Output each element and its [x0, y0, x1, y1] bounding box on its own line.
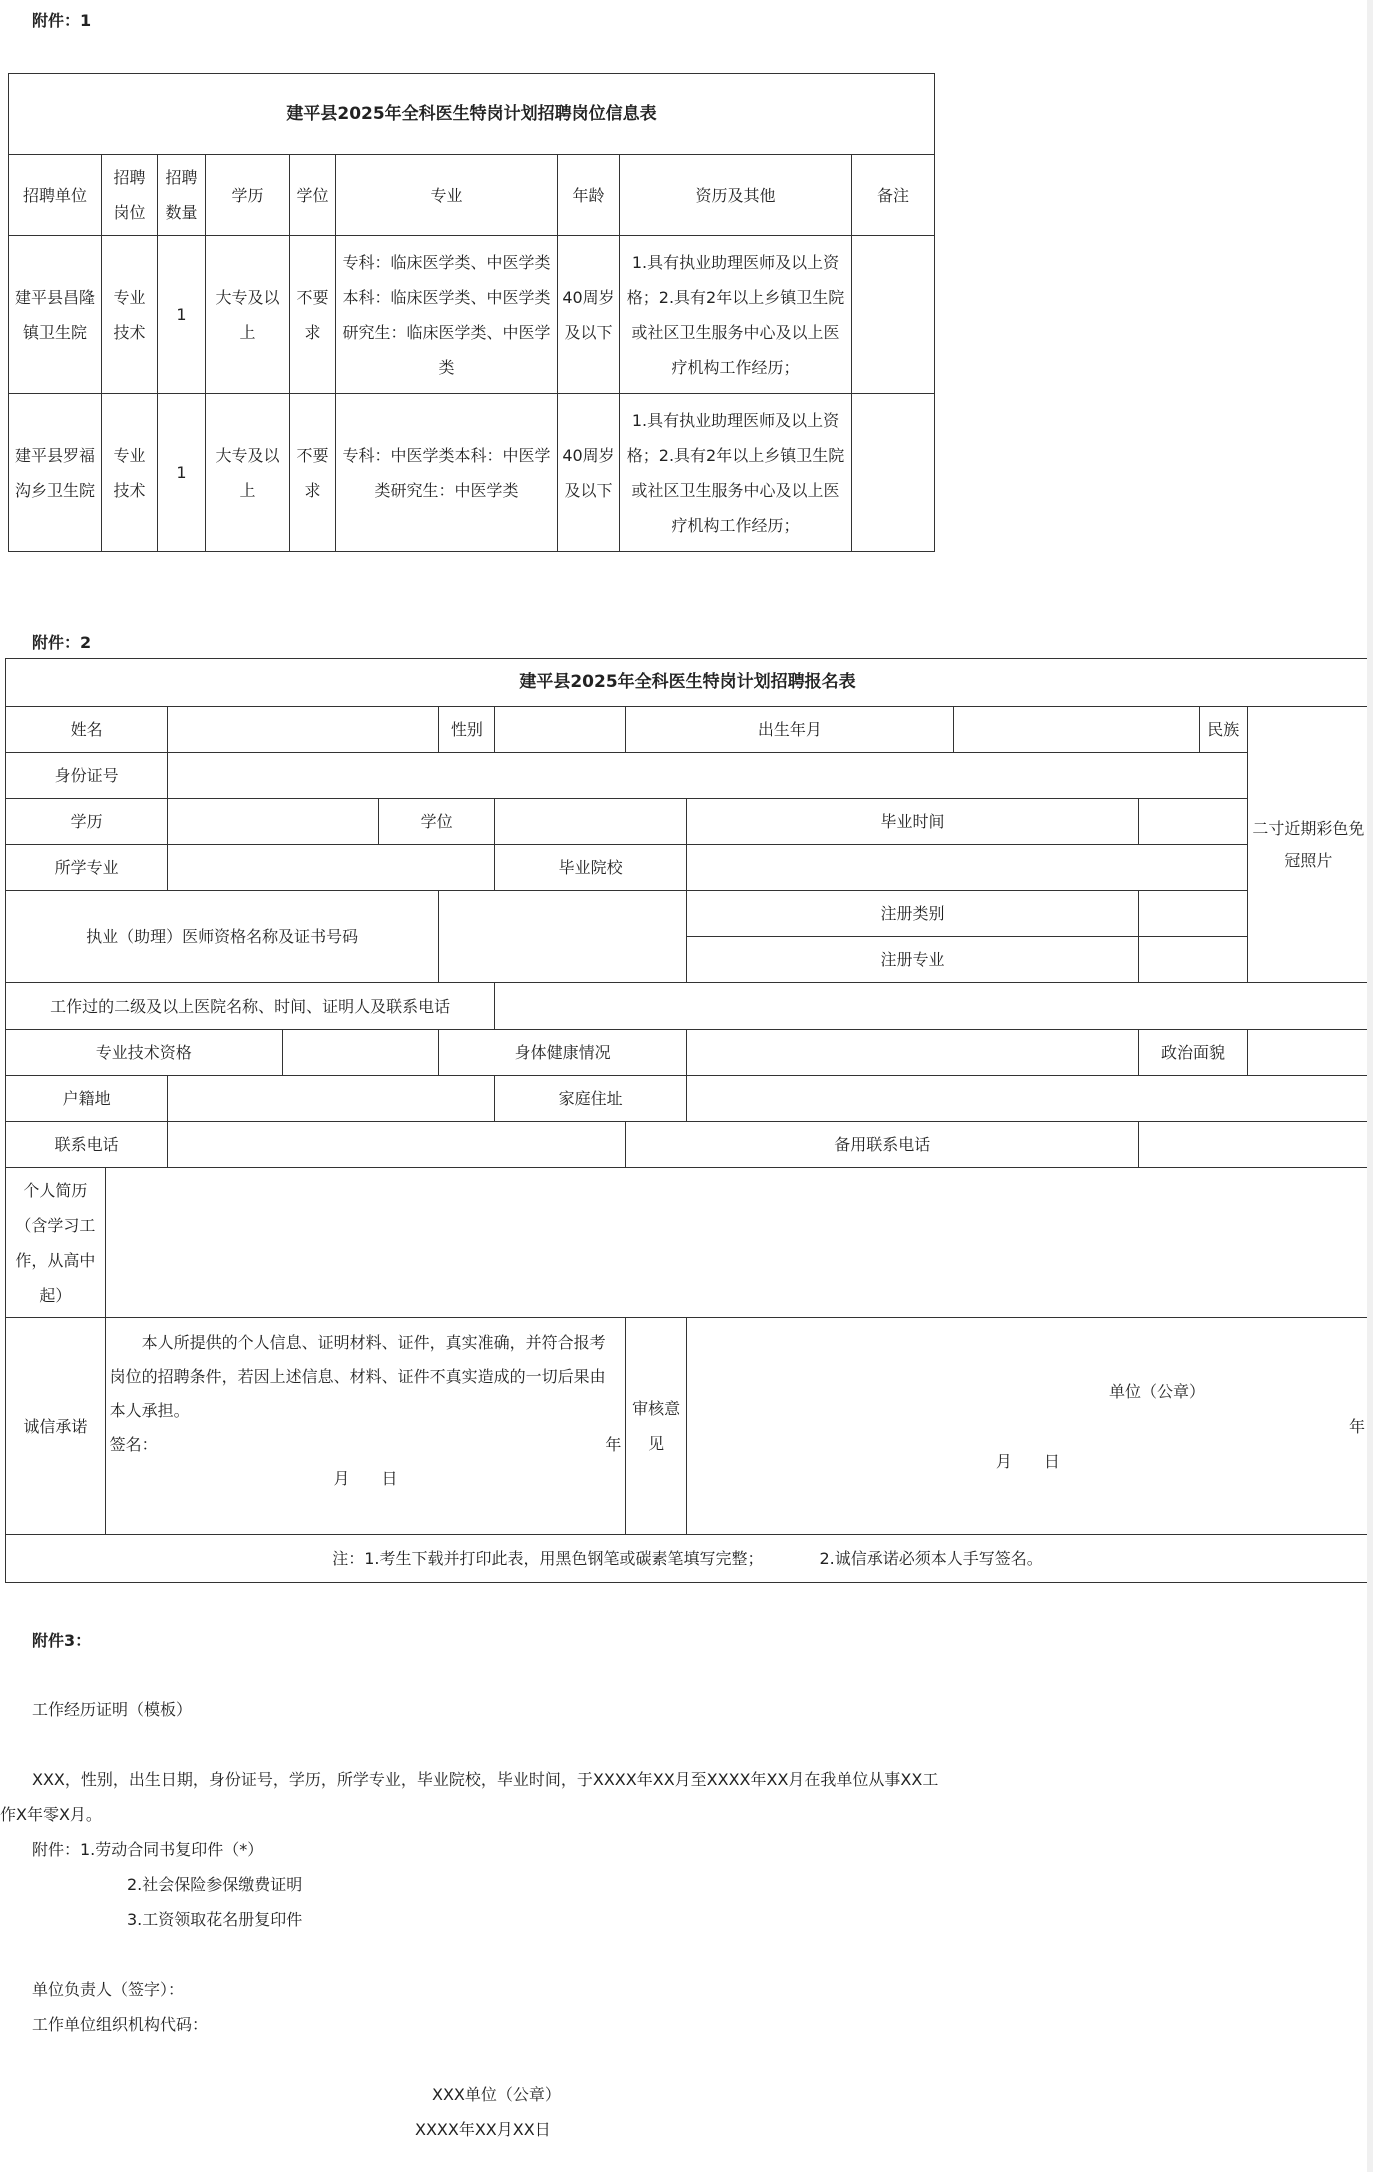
label-politics: 政治面貌: [1139, 1030, 1248, 1076]
field-work-hosp[interactable]: [495, 983, 1370, 1030]
row1-age: 40周岁及以下: [558, 236, 620, 394]
field-reg-type[interactable]: [1139, 891, 1248, 937]
row1-major: 专科：临床医学类、中医学类本科：临床医学类、中医学类研究生：临床医学类、中医学类: [336, 236, 558, 394]
label-address: 家庭住址: [495, 1076, 686, 1122]
label-degree: 学位: [378, 799, 494, 845]
cert-org-code: 工作单位组织机构代码：: [32, 2015, 209, 2034]
field-degree[interactable]: [495, 799, 686, 845]
row2-qual: 1.具有执业助理医师及以上资格；2.具有2年以上乡镇卫生院或社区卫生服务中心及以上医疗机构工作经历；: [620, 394, 852, 552]
scrollbar[interactable]: [1367, 0, 1373, 2172]
field-gender[interactable]: [495, 707, 626, 753]
attach1-label: 附件：1: [32, 11, 92, 30]
field-id[interactable]: [168, 753, 1247, 799]
label-major: 所学专业: [6, 845, 168, 891]
cert-leader: 单位负责人（签字）：: [32, 1980, 185, 1999]
sign-year: 年: [605, 1435, 622, 1454]
field-reg-major[interactable]: [1139, 937, 1248, 983]
header-age: 年龄: [558, 155, 620, 236]
field-cert[interactable]: [439, 891, 686, 983]
job-info-table: [8, 73, 935, 552]
label-phone: 联系电话: [6, 1122, 168, 1168]
label-phone2: 备用联系电话: [626, 1122, 1139, 1168]
form-note: 注：1.考生下载并打印此表，用黑色钢笔或碳素笔填写完整； 2.诚信承诺必须本人手写签名。: [6, 1535, 1370, 1583]
label-ethnic: 民族: [1199, 707, 1247, 753]
header-degree: 学位: [290, 155, 336, 236]
header-major: 专业: [336, 155, 558, 236]
cert-body-line2: 作X年零X月。: [0, 1805, 102, 1824]
label-edu: 学历: [6, 799, 168, 845]
field-hukou[interactable]: [168, 1076, 495, 1122]
field-birth[interactable]: [954, 707, 1199, 753]
label-work-hosp: 工作过的二级及以上医院名称、时间、证明人及联系电话: [6, 983, 495, 1030]
table-row: [9, 394, 935, 552]
label-tech-qual: 专业技术资格: [6, 1030, 283, 1076]
label-id: 身份证号: [6, 753, 168, 799]
header-unit: 招聘单位: [9, 155, 102, 236]
header-qual: 资历及其他: [620, 155, 852, 236]
label-gender: 性别: [439, 707, 495, 753]
review-month-day: 月 日: [995, 1451, 1060, 1471]
cert-body-line1: XXX，性别，出生日期，身份证号，学历，所学专业，毕业院校，毕业时间，于XXXX年XX月至XXXX年XX月在我单位从事XX工: [32, 1770, 939, 1789]
row2-count: 1: [158, 394, 206, 552]
cert-attach-item1: 附件：1.劳动合同书复印件（*）: [32, 1840, 264, 1859]
field-health[interactable]: [686, 1030, 1138, 1076]
label-integrity: 诚信承诺: [6, 1318, 106, 1535]
row2-degree: 不要求: [290, 394, 336, 552]
cert-seal: XXX单位（公章）: [432, 2085, 561, 2104]
field-phone[interactable]: [168, 1122, 626, 1168]
cert-title: 工作经历证明（模板）: [32, 1700, 193, 1719]
attach3-label: 附件3：: [32, 1631, 92, 1650]
row2-age: 40周岁及以下: [558, 394, 620, 552]
row1-unit: 建平县昌隆镇卫生院: [9, 236, 102, 394]
label-name: 姓名: [6, 707, 168, 753]
header-count: 招聘数量: [158, 155, 206, 236]
label-cert: 执业（助理）医师资格名称及证书号码: [6, 891, 439, 983]
field-name[interactable]: [168, 707, 439, 753]
photo-box: 二寸近期彩色免冠照片: [1247, 707, 1369, 983]
integrity-cell: [105, 1318, 626, 1535]
field-politics[interactable]: [1247, 1030, 1369, 1076]
header-note: 备注: [852, 155, 935, 236]
row1-qual: 1.具有执业助理医师及以上资格；2.具有2年以上乡镇卫生院或社区卫生服务中心及以上医疗机构工作经历；: [620, 236, 852, 394]
registration-form: [5, 658, 1370, 1583]
row1-count: 1: [158, 236, 206, 394]
field-phone2[interactable]: [1139, 1122, 1370, 1168]
label-grad-time: 毕业时间: [686, 799, 1138, 845]
cert-attach-item2: 2.社会保险参保缴费证明: [127, 1875, 303, 1894]
promise-text: 本人所提供的个人信息、证明材料、证件，真实准确，并符合报考岗位的招聘条件，若因上述信息、材料、证件不真实造成的一切后果由本人承担。: [109, 1333, 606, 1420]
row2-note: [852, 394, 935, 552]
row1-note: [852, 236, 935, 394]
field-edu[interactable]: [168, 799, 379, 845]
sign-label: 签名：: [109, 1435, 158, 1454]
field-school[interactable]: [686, 845, 1247, 891]
field-grad-time[interactable]: [1139, 799, 1248, 845]
field-resume[interactable]: [105, 1168, 1369, 1318]
row1-degree: 不要求: [290, 236, 336, 394]
label-review: 审核意见: [626, 1318, 686, 1535]
cert-date: XXXX年XX月XX日: [415, 2120, 551, 2139]
row1-edu: 大专及以上: [206, 236, 290, 394]
label-school: 毕业院校: [495, 845, 686, 891]
header-edu: 学历: [206, 155, 290, 236]
review-year: 年: [1348, 1416, 1365, 1436]
row2-edu: 大专及以上: [206, 394, 290, 552]
form-title: 建平县2025年全科医生特岗计划招聘报名表: [6, 659, 1370, 707]
label-reg-type: 注册类别: [686, 891, 1138, 937]
label-hukou: 户籍地: [6, 1076, 168, 1122]
label-resume: 个人简历（含学习工作，从高中起）: [6, 1168, 106, 1318]
field-major[interactable]: [168, 845, 495, 891]
row2-unit: 建平县罗福沟乡卫生院: [9, 394, 102, 552]
table-row: [9, 236, 935, 394]
seal-label: 单位（公章）: [1108, 1381, 1205, 1401]
review-cell: [686, 1318, 1369, 1535]
field-tech-qual[interactable]: [282, 1030, 439, 1076]
row2-major: 专科：中医学类本科：中医学类研究生：中医学类: [336, 394, 558, 552]
attach2-label: 附件：2: [32, 633, 92, 652]
field-address[interactable]: [686, 1076, 1369, 1122]
label-health: 身体健康情况: [439, 1030, 686, 1076]
job-table-title: 建平县2025年全科医生特岗计划招聘岗位信息表: [9, 74, 935, 155]
label-reg-major: 注册专业: [686, 937, 1138, 983]
job-table-header-row: [9, 155, 935, 236]
row2-post: 专业技术: [102, 394, 158, 552]
label-birth: 出生年月: [626, 707, 954, 753]
row1-post: 专业技术: [102, 236, 158, 394]
cert-attach-item3: 3.工资领取花名册复印件: [127, 1910, 303, 1929]
sign-month-day: 月 日: [333, 1469, 398, 1488]
header-post: 招聘岗位: [102, 155, 158, 236]
